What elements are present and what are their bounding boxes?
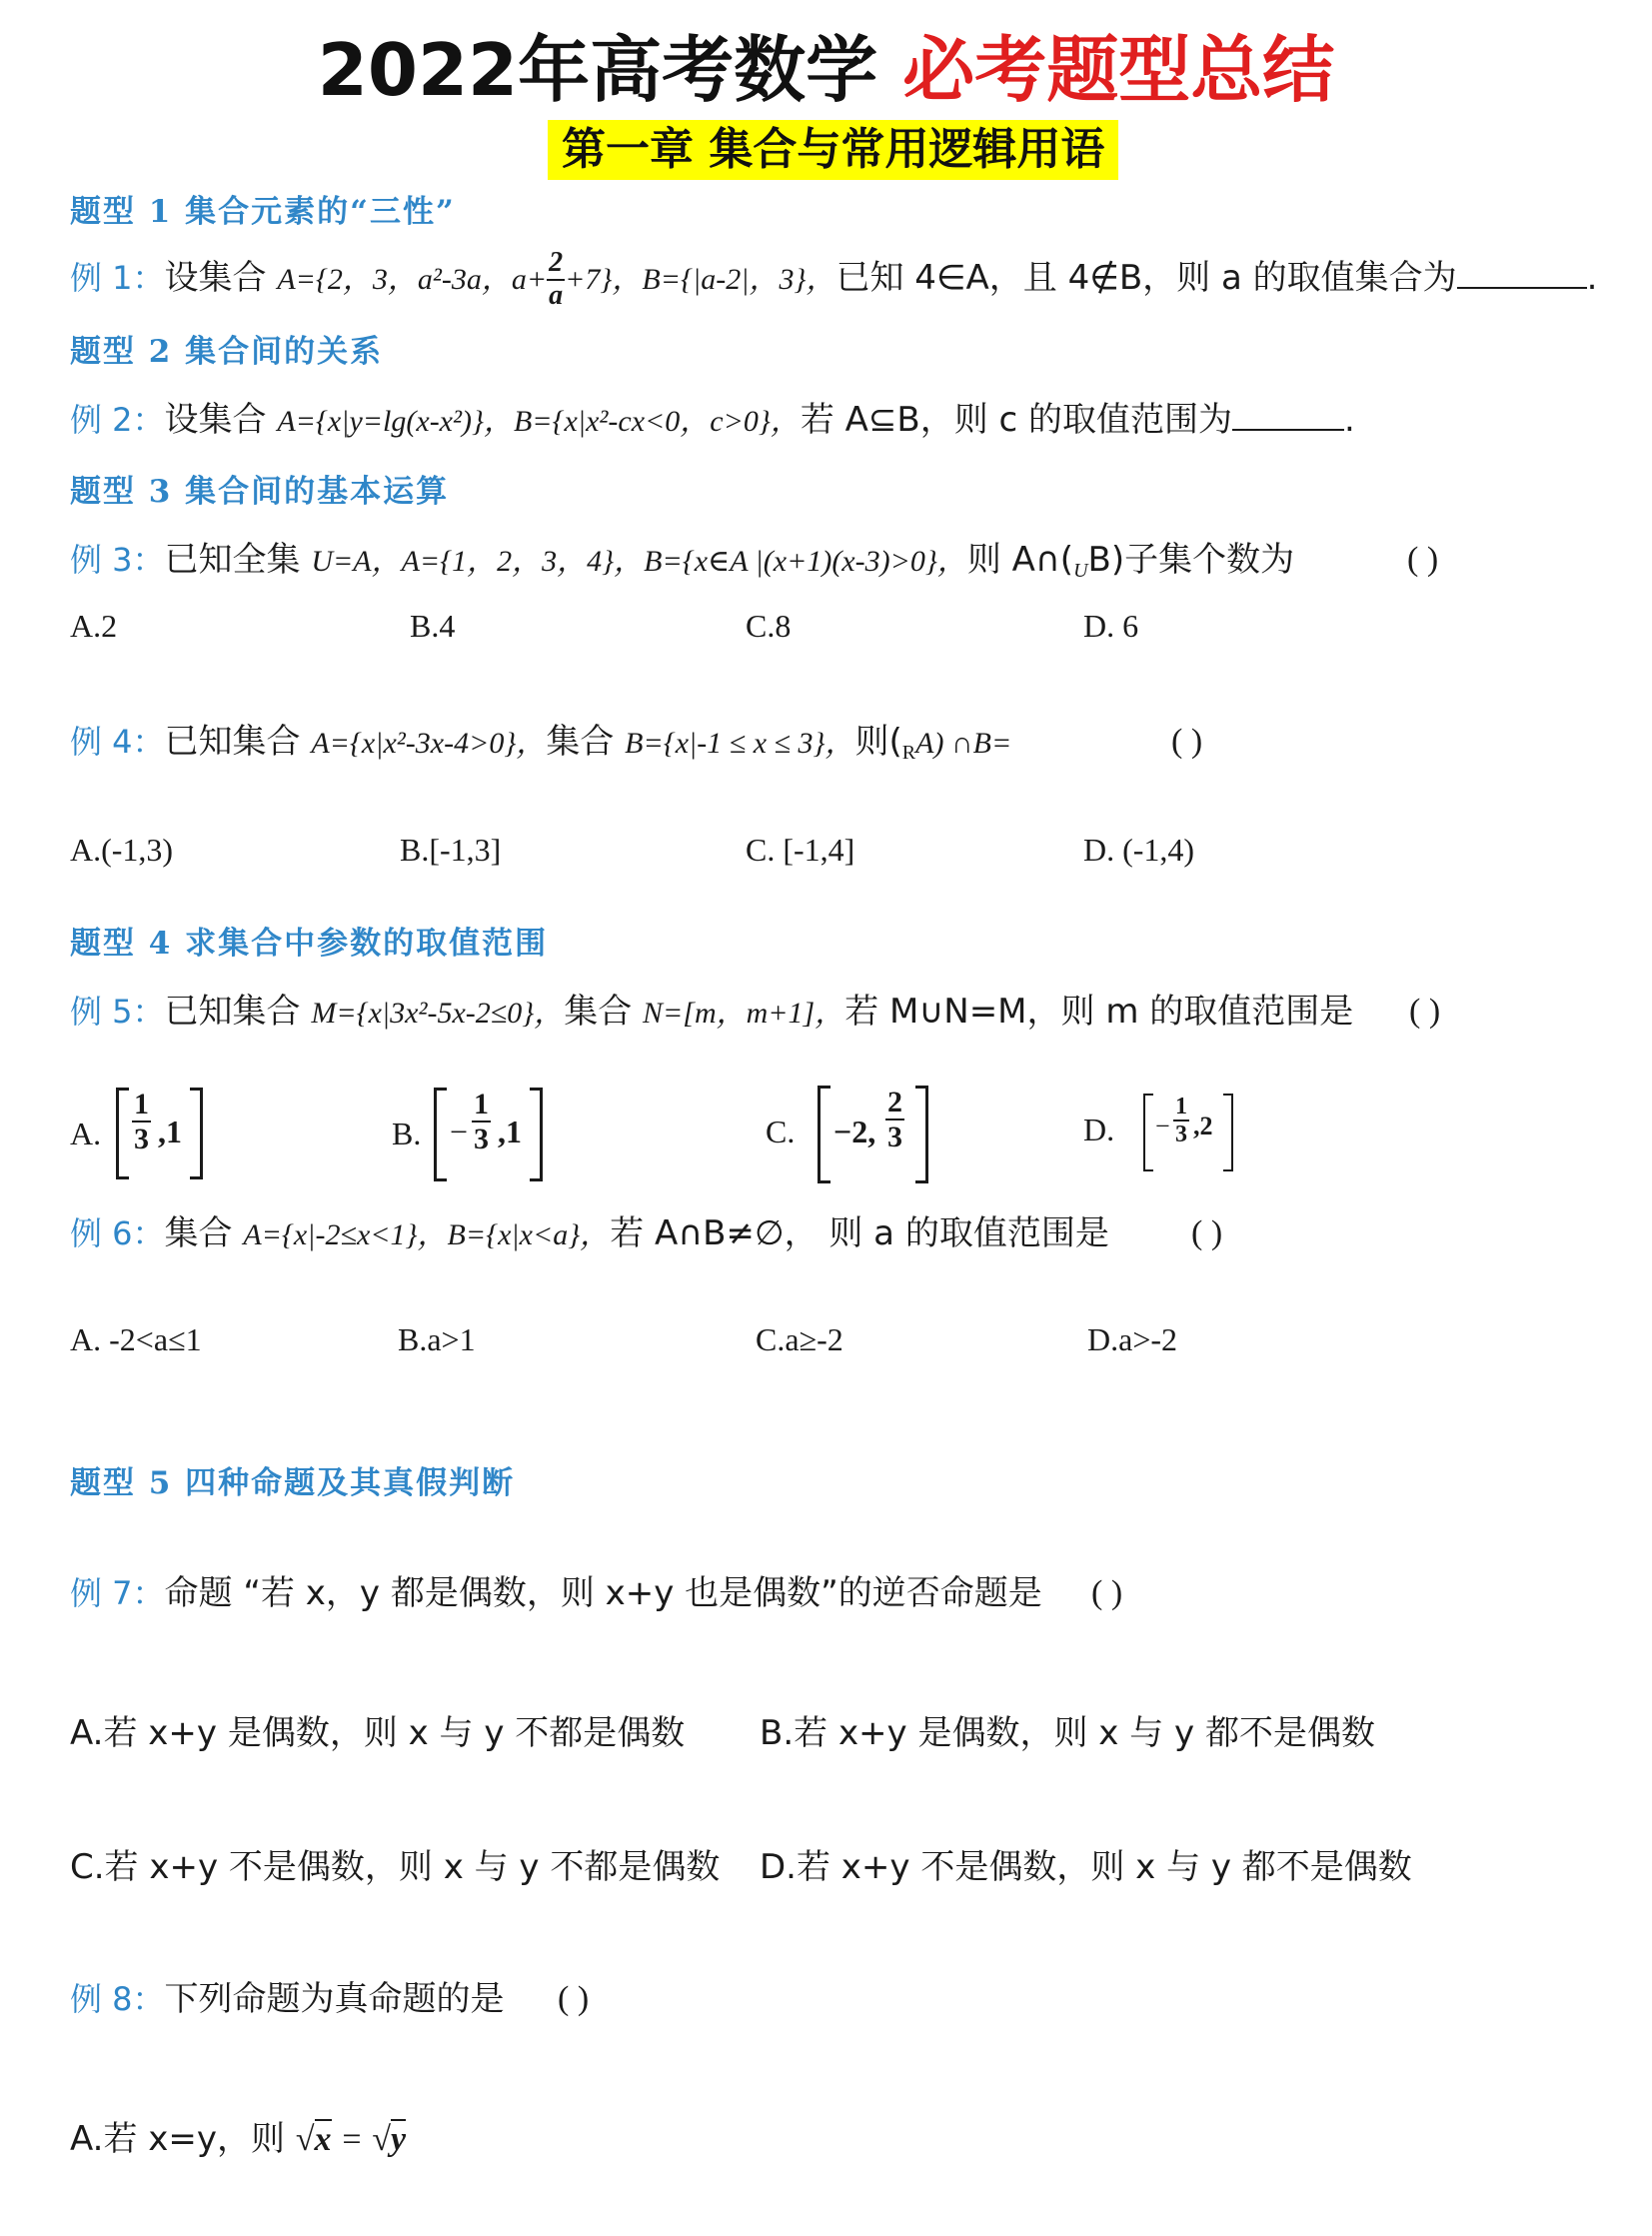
answer-blank	[1232, 399, 1344, 431]
option-c: C. [-1,4]	[746, 832, 855, 868]
example-text: 则(	[854, 722, 902, 762]
answer-paren: ( )	[1409, 993, 1441, 1030]
fraction-numerator: 1	[1173, 1094, 1189, 1121]
fraction-numerator: 2	[887, 1086, 902, 1118]
option-b: B.4	[410, 608, 456, 644]
example-text: 设集合	[164, 400, 267, 440]
option-d: D.若 x+y 不是偶数，则 x 与 y 都不是偶数	[760, 1847, 1412, 1887]
title-black: 2022年高考数学	[317, 28, 878, 112]
sqrt-symbol: √	[295, 2121, 315, 2158]
heading-type-1: 题型 1 集合元素的“三性”	[70, 194, 456, 230]
option-letter: B.	[392, 1116, 422, 1151]
example-text: 已知全集	[164, 540, 301, 580]
option-a: A.2	[70, 608, 118, 644]
left-bracket	[818, 1086, 830, 1183]
example-text: 下列命题为真命题的是	[164, 1979, 505, 2019]
fraction	[547, 248, 565, 312]
title-red: 必考题型总结	[902, 28, 1335, 112]
example-math: A={2，3，a²-3a，a+	[277, 262, 548, 296]
interval-bound: ,1	[498, 1114, 522, 1149]
example-text: 命题 “若 x，y 都是偶数，则 x+y 也是偶数”的逆否命题是	[164, 1573, 1042, 1613]
fraction-denominator: 3	[474, 1122, 489, 1155]
fraction-numerator: 2	[547, 248, 565, 281]
option-letter: D.	[1083, 1112, 1115, 1147]
option-text: A.若 x=y，则	[70, 2119, 286, 2159]
example-5	[70, 988, 1353, 1038]
option-letter: A.	[70, 1116, 102, 1151]
fraction-numerator: 1	[474, 1088, 489, 1120]
minus-sign: −	[450, 1114, 469, 1149]
left-bracket	[434, 1088, 447, 1181]
option-b: B.若 x+y 是偶数，则 x 与 y 都不是偶数	[760, 1713, 1375, 1753]
example-math: A={x|-2≤x<1}，B={x|x<a}，	[243, 1218, 611, 1251]
fraction	[132, 1088, 151, 1155]
sqrt-radicand: x	[314, 2121, 332, 2158]
option-d: D. (-1,4)	[1083, 832, 1195, 868]
complement-subscript: R	[901, 742, 916, 764]
option-letter: C.	[766, 1114, 796, 1149]
answer-paren: ( )	[1407, 541, 1439, 578]
example-text: 已知 4∈A，且 4∉B，则 a 的取值集合为	[835, 257, 1457, 298]
example-math: B={x|-1 ≤ x ≤ 3}，	[625, 727, 855, 760]
interval-bound: −2,	[833, 1114, 876, 1149]
option-a	[70, 2111, 406, 2160]
example-text: B)子集个数为	[1087, 540, 1295, 580]
example-label: 例 7：	[70, 1574, 165, 1612]
equals-sign: =	[342, 2121, 362, 2158]
right-bracket	[530, 1088, 543, 1181]
page-title	[0, 22, 1652, 118]
fraction-denominator: a	[549, 279, 564, 311]
interval-lower: −2	[833, 1114, 868, 1149]
minus-sign: −	[1155, 1112, 1170, 1140]
option-d: D.a>-2	[1087, 1321, 1178, 1357]
example-label: 例 8：	[70, 1980, 165, 2018]
option-b: B.a>1	[398, 1321, 476, 1357]
example-text: 若 A∩B≠∅， 则 a 的取值范围是	[610, 1213, 1109, 1253]
heading-type-5: 题型 5 四种命题及其真假判断	[70, 1465, 516, 1501]
option-c: C.若 x+y 不是偶数，则 x 与 y 不都是偶数	[70, 1847, 721, 1887]
answer-paren: ( )	[558, 1980, 590, 2017]
example-8	[70, 1975, 505, 2023]
example-text: 集合	[164, 1213, 233, 1253]
example-text: .	[1344, 400, 1355, 440]
example-math: A) ∩B=	[915, 727, 1012, 760]
right-bracket	[1223, 1094, 1233, 1171]
example-text: 则 A∩(	[966, 540, 1074, 580]
option-b: B.[-1,3]	[400, 832, 502, 868]
right-bracket	[915, 1086, 928, 1183]
fraction-denominator: 3	[134, 1122, 149, 1155]
heading-type-2: 题型 2 集合间的关系	[70, 334, 384, 370]
interval-bound: ,2	[1193, 1112, 1213, 1140]
example-6	[70, 1209, 1109, 1259]
example-math: U=A，A={1，2，3，4}，B={x∈A |(x+1)(x-3)>0}，	[311, 545, 967, 578]
sqrt-symbol: √	[372, 2121, 391, 2158]
right-bracket	[190, 1088, 203, 1179]
example-label: 例 2：	[70, 401, 165, 439]
example-math: A={x|x²-3x-4>0}，	[311, 727, 547, 760]
option-a: A.(-1,3)	[70, 832, 174, 868]
option-a: A.若 x+y 是偶数，则 x 与 y 不都是偶数	[70, 1713, 686, 1753]
example-4	[70, 718, 1011, 777]
option-c: C.a≥-2	[756, 1321, 843, 1357]
left-bracket	[1143, 1094, 1153, 1171]
example-math: +7}，B={|a-2|，3}，	[565, 262, 836, 296]
example-text: .	[1586, 257, 1598, 298]
example-math: N=[m，m+1]，	[643, 997, 845, 1030]
example-label: 例 3：	[70, 541, 165, 579]
example-text: 若 A⊆B，则 c 的取值范围为	[800, 400, 1233, 440]
example-3	[70, 536, 1294, 595]
heading-type-3: 题型 3 集合间的基本运算	[70, 474, 450, 510]
fraction-denominator: 3	[887, 1120, 902, 1153]
answer-paren: ( )	[1091, 1574, 1123, 1611]
fraction	[472, 1088, 491, 1155]
answer-paren: ( )	[1191, 1214, 1223, 1251]
interval-upper: 1	[166, 1114, 182, 1149]
option-a: A. -2<a≤1	[70, 1321, 202, 1357]
example-7	[70, 1569, 1042, 1617]
example-math: M={x|3x²-5x-2≤0}，	[311, 997, 565, 1030]
sqrt-radicand: y	[390, 2121, 407, 2158]
example-text: 设集合	[164, 257, 267, 298]
example-text: 若 M∪N=M，则 m 的取值范围是	[844, 992, 1354, 1032]
left-bracket	[116, 1088, 129, 1179]
example-text: 集合	[564, 992, 633, 1032]
fraction-denominator: 3	[1175, 1121, 1187, 1148]
example-text: 集合	[546, 722, 615, 762]
example-label: 例 5：	[70, 993, 165, 1031]
example-label: 例 1：	[70, 258, 165, 297]
complement-subscript: U	[1073, 560, 1088, 582]
interval-upper: 1	[506, 1114, 522, 1149]
example-2	[70, 396, 1355, 446]
interval-upper: 2	[1199, 1112, 1213, 1140]
answer-blank	[1457, 257, 1587, 289]
example-label: 例 6：	[70, 1214, 165, 1252]
example-math: A={x|y=lg(x-x²)}，B={x|x²-cx<0，c>0}，	[277, 405, 801, 438]
heading-type-4: 题型 4 求集合中参数的取值范围	[70, 926, 549, 962]
example-text: 已知集合	[164, 992, 301, 1032]
option-d: D. 6	[1083, 608, 1139, 644]
interval-bound: ,1	[158, 1114, 182, 1149]
chapter-banner: 第一章 集合与常用逻辑用语	[548, 120, 1118, 180]
fraction	[885, 1086, 904, 1153]
example-text: 已知集合	[164, 722, 301, 762]
option-c: C.8	[746, 608, 792, 644]
answer-paren: ( )	[1171, 723, 1203, 760]
fraction-numerator: 1	[134, 1088, 149, 1120]
fraction	[1173, 1094, 1189, 1148]
example-label: 例 4：	[70, 723, 165, 761]
example-1	[70, 248, 1597, 312]
